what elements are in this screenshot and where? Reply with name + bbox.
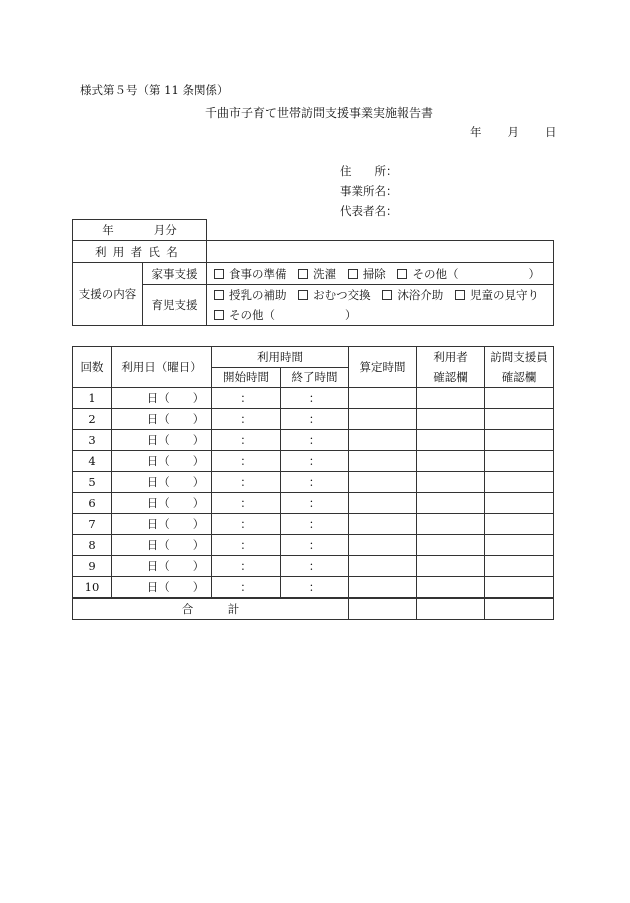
calculated-time-cell[interactable]: [349, 409, 417, 430]
staff-confirm-cell[interactable]: [485, 535, 554, 556]
start-time-cell[interactable]: ：: [212, 451, 281, 472]
year-month-cell: [73, 220, 207, 241]
table-row: [73, 409, 554, 430]
start-time-cell[interactable]: ：: [212, 388, 281, 409]
user-confirm-cell[interactable]: [417, 409, 485, 430]
housework-option-laundry[interactable]: 洗濯: [298, 267, 336, 281]
user-name-label: 利用者氏名: [73, 241, 207, 263]
staff-confirm-cell[interactable]: [485, 577, 554, 599]
childcare-options: [207, 285, 554, 326]
row-number: 2: [73, 409, 112, 430]
total-calculated-time[interactable]: [349, 598, 417, 620]
end-time-header: 終了時間: [281, 367, 349, 388]
row-number: 9: [73, 556, 112, 577]
end-time-cell[interactable]: ：: [281, 451, 349, 472]
total-label: 合 計: [73, 598, 349, 620]
usage-date-cell[interactable]: 日（ ）: [112, 577, 212, 599]
table-row: [73, 577, 554, 599]
user-confirm-cell[interactable]: [417, 430, 485, 451]
date-year-label: 年: [470, 125, 482, 139]
table-row: [73, 472, 554, 493]
end-time-cell[interactable]: ：: [281, 577, 349, 599]
usage-date-cell[interactable]: 日（ ）: [112, 409, 212, 430]
end-time-cell[interactable]: ：: [281, 388, 349, 409]
address-label: 住 所：: [340, 164, 398, 178]
end-time-cell[interactable]: ：: [281, 493, 349, 514]
calculated-time-cell[interactable]: [349, 430, 417, 451]
row-number: 7: [73, 514, 112, 535]
user-confirm-cell[interactable]: [417, 577, 485, 599]
calculated-time-cell[interactable]: [349, 577, 417, 599]
childcare-option-feeding[interactable]: 授乳の補助: [214, 288, 287, 302]
staff-confirm-cell[interactable]: [485, 388, 554, 409]
start-time-cell[interactable]: ：: [212, 430, 281, 451]
year-month-suffix: 月分: [153, 223, 177, 237]
childcare-option-bathing[interactable]: 沐浴介助: [382, 288, 443, 302]
usage-time-header: 利用時間: [212, 347, 349, 368]
staff-confirm-cell[interactable]: [485, 556, 554, 577]
checkbox-icon: [382, 290, 392, 300]
table-row: [73, 451, 554, 472]
row-number: 6: [73, 493, 112, 514]
checkbox-icon: [348, 269, 358, 279]
date-line: [470, 124, 557, 140]
table-row: [73, 556, 554, 577]
end-time-cell[interactable]: ：: [281, 556, 349, 577]
staff-confirm-cell[interactable]: [485, 430, 554, 451]
visit-record-table: [72, 346, 554, 620]
checkbox-icon: [214, 290, 224, 300]
housework-options: [207, 263, 554, 285]
calculated-time-header: 算定時間: [349, 347, 417, 388]
start-time-cell[interactable]: ：: [212, 535, 281, 556]
document-title: 千曲市子育て世帯訪問支援事業実施報告書: [205, 106, 434, 120]
staff-confirm-cell[interactable]: [485, 409, 554, 430]
calculated-time-cell[interactable]: [349, 514, 417, 535]
table-row: [73, 388, 554, 409]
row-number: 10: [73, 577, 112, 599]
checkbox-icon: [298, 269, 308, 279]
user-confirm-cell[interactable]: [417, 514, 485, 535]
staff-confirm-header: 訪問支援員 確認欄: [485, 347, 554, 388]
user-confirm-header: 利用者 確認欄: [417, 347, 485, 388]
table-row: [73, 535, 554, 556]
office-name-label: 事業所名：: [340, 184, 398, 198]
calculated-time-cell[interactable]: [349, 535, 417, 556]
housework-support-label: 家事支援: [143, 263, 207, 285]
usage-date-cell[interactable]: 日（ ）: [112, 493, 212, 514]
checkbox-icon: [214, 269, 224, 279]
row-number: 1: [73, 388, 112, 409]
user-confirm-cell[interactable]: [417, 535, 485, 556]
checkbox-icon: [455, 290, 465, 300]
staff-confirm-cell[interactable]: [485, 472, 554, 493]
childcare-support-label: 育児支援: [143, 285, 207, 326]
start-time-header: 開始時間: [212, 367, 281, 388]
end-time-cell[interactable]: ：: [281, 514, 349, 535]
end-time-cell[interactable]: ：: [281, 430, 349, 451]
user-confirm-cell[interactable]: [417, 472, 485, 493]
calculated-time-cell[interactable]: [349, 556, 417, 577]
childcare-option-diaper[interactable]: おむつ交換: [298, 288, 371, 302]
usage-date-cell[interactable]: 日（ ）: [112, 430, 212, 451]
usage-date-cell[interactable]: 日（ ）: [112, 451, 212, 472]
calculated-time-cell[interactable]: [349, 472, 417, 493]
representative-label: 代表者名：: [340, 204, 398, 218]
table-row: [73, 430, 554, 451]
checkbox-icon: [397, 269, 407, 279]
support-content-label: 支援の内容: [73, 263, 143, 326]
start-time-cell[interactable]: ：: [212, 409, 281, 430]
user-name-field[interactable]: [207, 241, 554, 263]
start-time-cell[interactable]: ：: [212, 577, 281, 599]
row-number: 3: [73, 430, 112, 451]
start-time-cell[interactable]: ：: [212, 493, 281, 514]
total-staff-confirm[interactable]: [485, 598, 554, 620]
housework-option-meal[interactable]: 食事の準備: [214, 267, 287, 281]
staff-confirm-cell[interactable]: [485, 451, 554, 472]
end-time-cell[interactable]: ：: [281, 472, 349, 493]
start-time-cell[interactable]: ：: [212, 556, 281, 577]
calculated-time-cell[interactable]: [349, 451, 417, 472]
start-time-cell[interactable]: ：: [212, 514, 281, 535]
staff-confirm-cell[interactable]: [485, 514, 554, 535]
total-user-confirm[interactable]: [417, 598, 485, 620]
usage-date-cell[interactable]: 日（ ）: [112, 514, 212, 535]
user-confirm-cell[interactable]: [417, 388, 485, 409]
usage-date-cell[interactable]: 日（ ）: [112, 472, 212, 493]
staff-confirm-cell[interactable]: [485, 493, 554, 514]
user-confirm-cell[interactable]: [417, 493, 485, 514]
year-month-year: 年: [102, 223, 114, 237]
childcare-option-watching[interactable]: 児童の見守り: [455, 288, 539, 302]
end-time-cell[interactable]: ：: [281, 535, 349, 556]
form-number-label: 様式第５号（第 11 条関係）: [80, 83, 229, 97]
date-day-label: 日: [545, 125, 557, 139]
checkbox-icon: [298, 290, 308, 300]
row-number: 4: [73, 451, 112, 472]
user-info-table: [72, 219, 554, 326]
table-row: [73, 514, 554, 535]
usage-date-cell[interactable]: 日（ ）: [112, 388, 212, 409]
start-time-cell[interactable]: ：: [212, 472, 281, 493]
end-time-cell[interactable]: ：: [281, 409, 349, 430]
calculated-time-cell[interactable]: [349, 493, 417, 514]
date-header: 利用日（曜日）: [112, 347, 212, 388]
table-row: [73, 493, 554, 514]
calculated-time-cell[interactable]: [349, 388, 417, 409]
checkbox-icon: [214, 310, 224, 320]
user-confirm-cell[interactable]: [417, 451, 485, 472]
usage-date-cell[interactable]: 日（ ）: [112, 535, 212, 556]
date-month-label: 月: [507, 125, 519, 139]
housework-option-cleaning[interactable]: 掃除: [348, 267, 386, 281]
user-confirm-cell[interactable]: [417, 556, 485, 577]
childcare-option-other[interactable]: その他（ ）: [214, 308, 357, 322]
usage-date-cell[interactable]: 日（ ）: [112, 556, 212, 577]
count-header: 回数: [73, 347, 112, 388]
housework-option-other[interactable]: その他（ ）: [397, 267, 540, 281]
row-number: 5: [73, 472, 112, 493]
row-number: 8: [73, 535, 112, 556]
